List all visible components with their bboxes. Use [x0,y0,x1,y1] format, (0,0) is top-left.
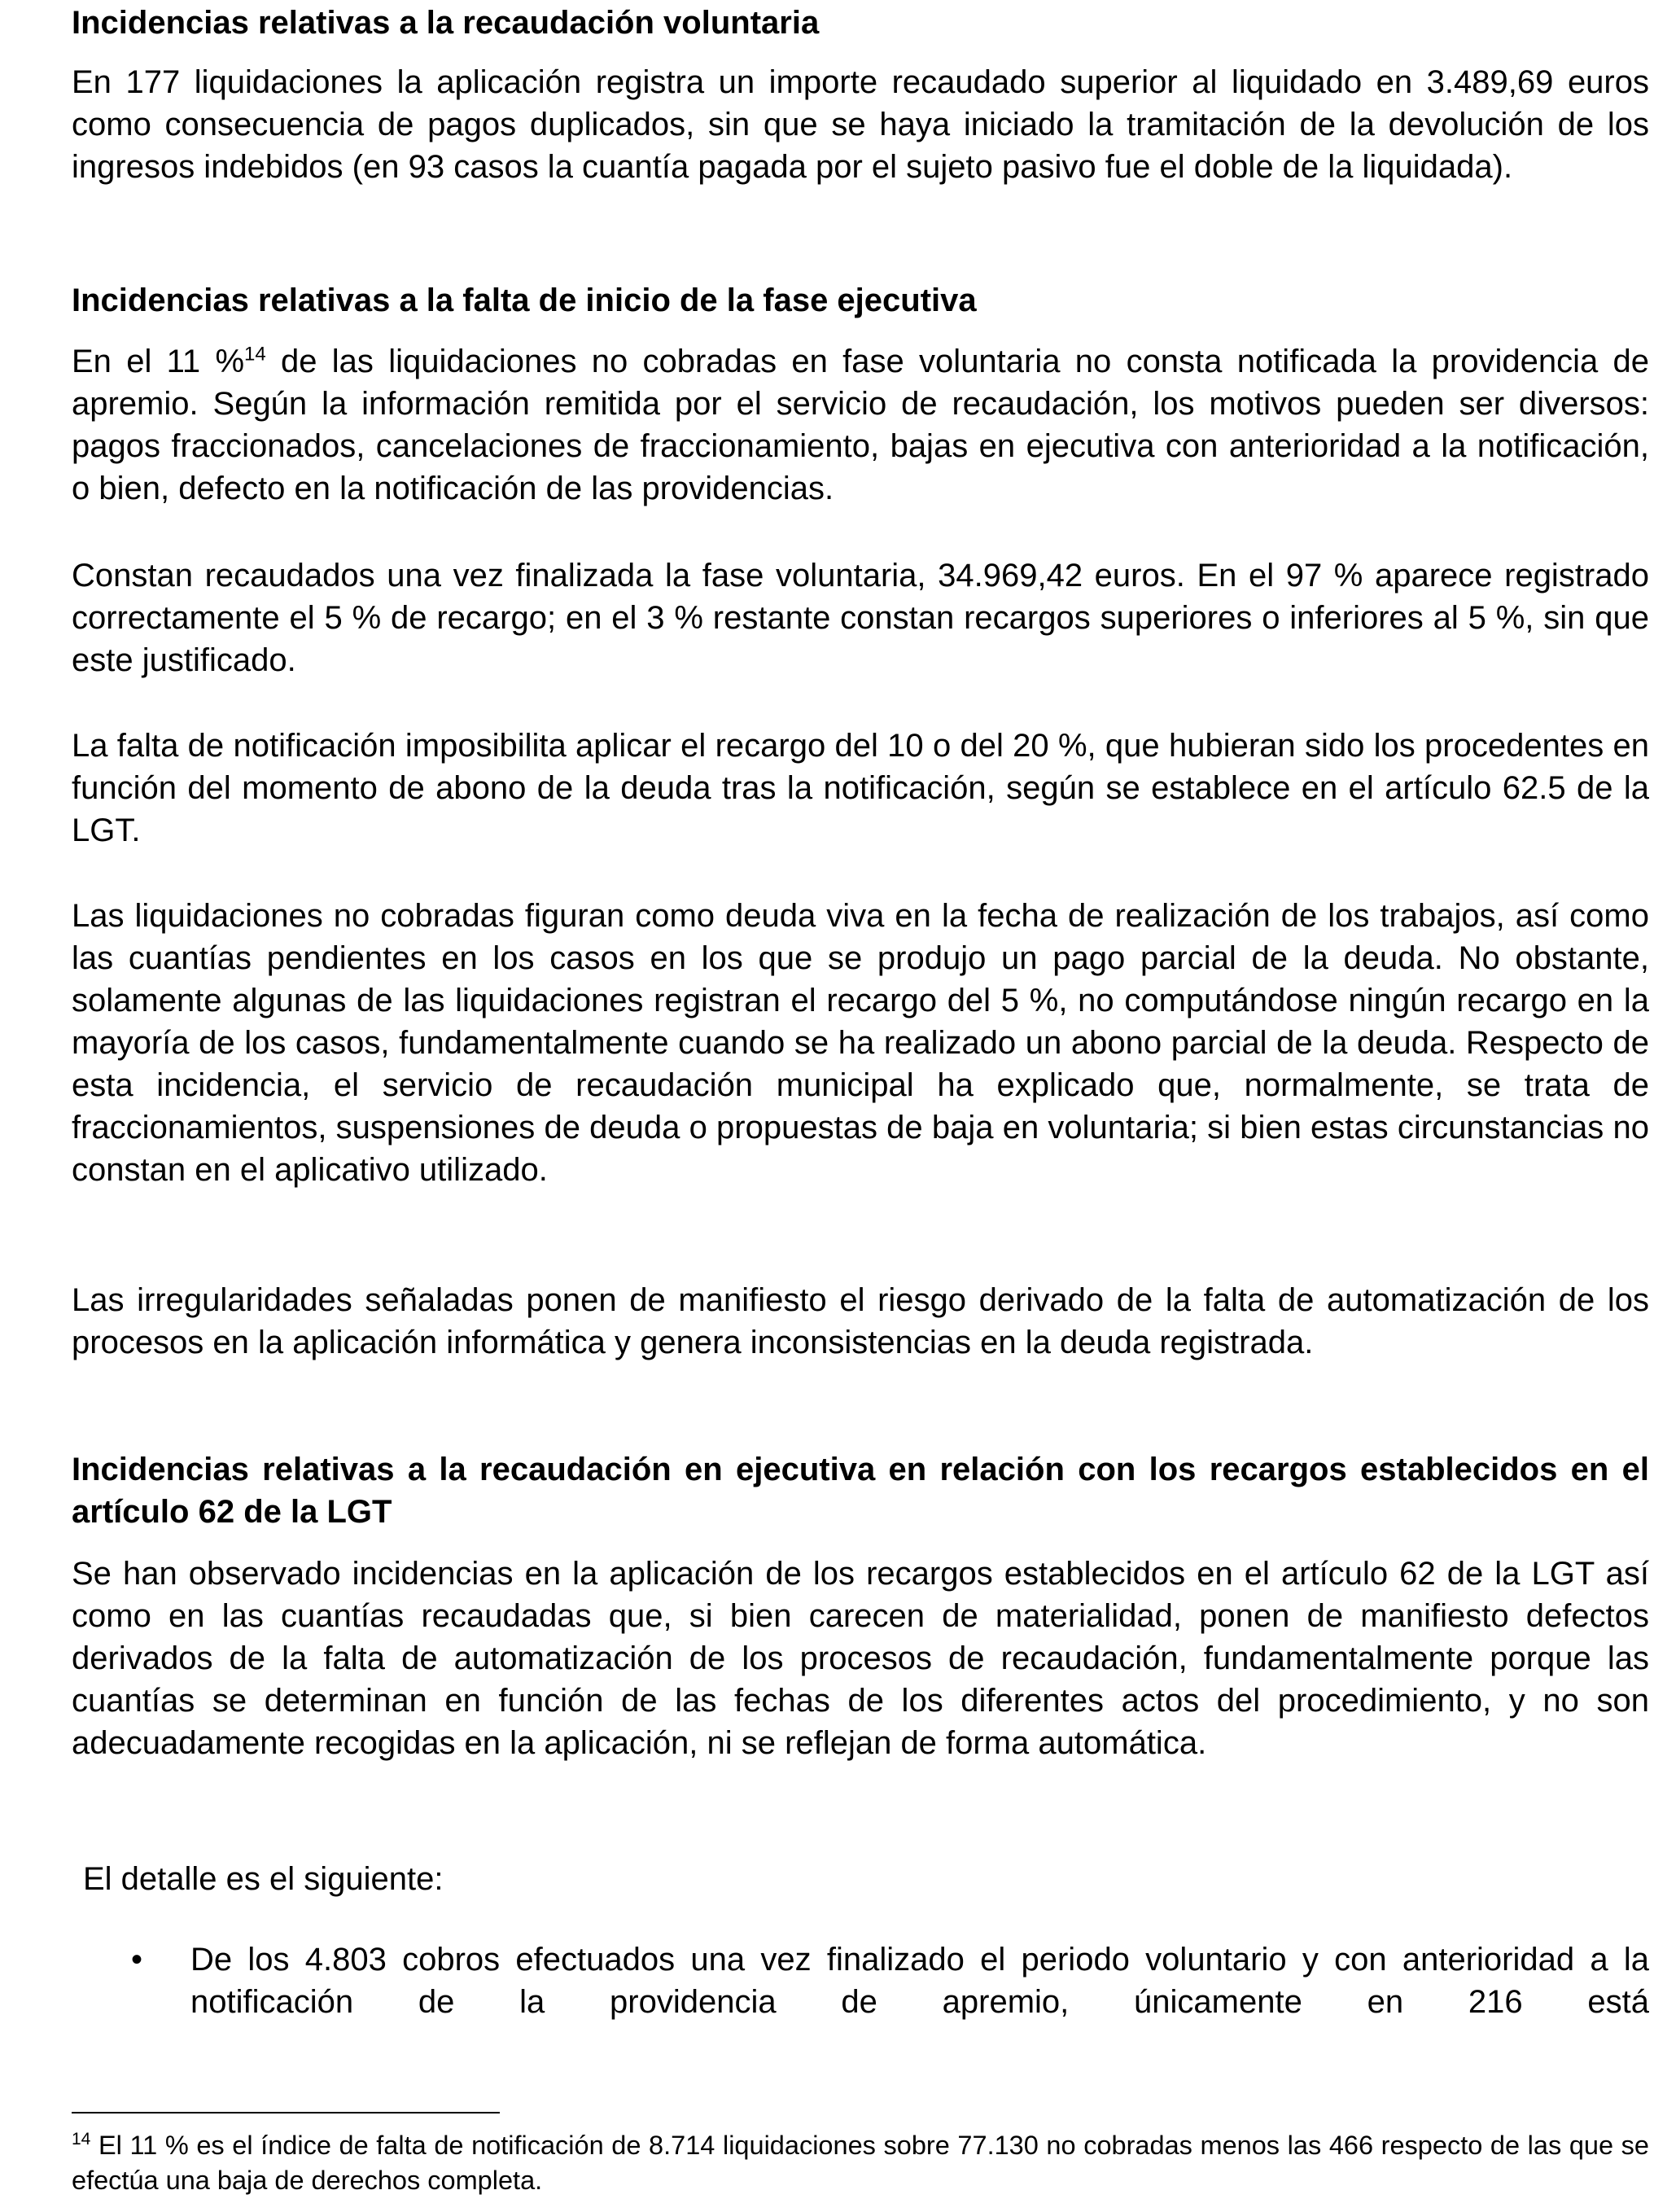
footnote-reference[interactable]: 14 [244,343,266,366]
list-item [72,1938,1649,2023]
section-heading-recaudacion-voluntaria: Incidencias relativas a la recaudación voluntaria [72,5,820,41]
detail-intro: El detalle es el siguiente: [83,1861,444,1897]
section-heading-falta-inicio-ejecutiva: Incidencias relativas a la falta de inicio de la fase ejecutiva [72,283,977,318]
paragraph-incidencias-recargos: Se han observado incidencias en la aplicación de los recargos establecidos en el artículo 62 de la LGT así como en las cuantías recaudadas que, si bien carecen de materialidad, ponen de manifiesto defectos derivados de la falta de automatización de los procesos de recaudación, fundamentalmente porque las cuantías se determinan en función de las fechas de los diferentes actos del procedimiento, y no son adecuadamente recogidas en la aplicación, ni se reflejan de forma automática. [72,1556,1649,1761]
footnote-separator [72,2112,500,2113]
paragraph-irregularidades: Las irregularidades señaladas ponen de manifiesto el riesgo derivado de la falta de automatización de los procesos en la aplicación informática y genera inconsistencias en la deuda registrada. [72,1282,1649,1360]
section-heading-recaudacion-ejecutiva-recargos: Incidencias relativas a la recaudación en ejecutiva en relación con los recargos establecidos en el artículo 62 de la LGT [72,1452,1649,1530]
footnote-text: El 11 % es el índice de falta de notificación de 8.714 liquidaciones sobre 77.130 no cobradas menos las 466 respecto de las que se efectúa una baja de derechos completa. [72,2131,1649,2195]
paragraph-deuda-viva: Las liquidaciones no cobradas figuran como deuda viva en la fecha de realización de los trabajos, así como las cuantías pendientes en los casos en los que se produjo un pago parcial de la deuda. No obstante, solamente algunas de las liquidaciones registran el recargo del 5 %, no computándose ningún recargo en la mayoría de los casos, fundamentalmente cuando se ha realizado un abono parcial de la deuda. Respecto de esta incidencia, el servicio de recaudación municipal ha explicado que, normalmente, se trata de fraccionamientos, suspensiones de deuda o propuestas de baja en voluntaria; si bien estas circunstancias no constan en el aplicativo utilizado. [72,898,1649,1188]
footnote [72,2128,1649,2198]
paragraph-providencia-apremio [72,340,1649,510]
paragraph-pagos-duplicados: En 177 liquidaciones la aplicación registra un importe recaudado superior al liquidado en 3.489,69 euros como consecuencia de pagos duplicados, sin que se haya iniciado la tramitación de la devolución de los ingresos indebidos (en 93 casos la cuantía pagada por el sujeto pasivo fue el doble de la liquidada). [72,64,1649,185]
paragraph-text-before-ref: En el 11 % [72,344,245,379]
paragraph-recaudados-fase-voluntaria: Constan recaudados una vez finalizada la fase voluntaria, 34.969,42 euros. En el 97 % aparece registrado correctamente el 5 % de recargo; en el 3 % restante constan recargos superiores o inferiores al 5 %, sin que este justificado. [72,558,1649,678]
bullet-icon: • [131,1942,143,1978]
paragraph-text-after-ref: de las liquidaciones no cobradas en fase voluntaria no consta notificada la providencia de apremio. Según la información remitida por el servicio de recaudación, los motivos pueden ser diversos: pagos fraccionados, cancelaciones de fraccionamiento, bajas en ejecutiva con anterioridad a la notificación, o bien, defecto en la notificación de las providencias. [72,344,1649,506]
footnote-number: 14 [72,2130,91,2149]
list-item-text: De los 4.803 cobros efectuados una vez finalizado el periodo voluntario y con anterioridad a la notificación de la providencia de apremio, únicamente en 216 está [190,1942,1649,2020]
paragraph-falta-notificacion-recargo: La falta de notificación imposibilita aplicar el recargo del 10 o del 20 %, que hubieran sido los procedentes en función del momento de abono de la deuda tras la notificación, según se establece en el artículo 62.5 de la LGT. [72,728,1649,848]
